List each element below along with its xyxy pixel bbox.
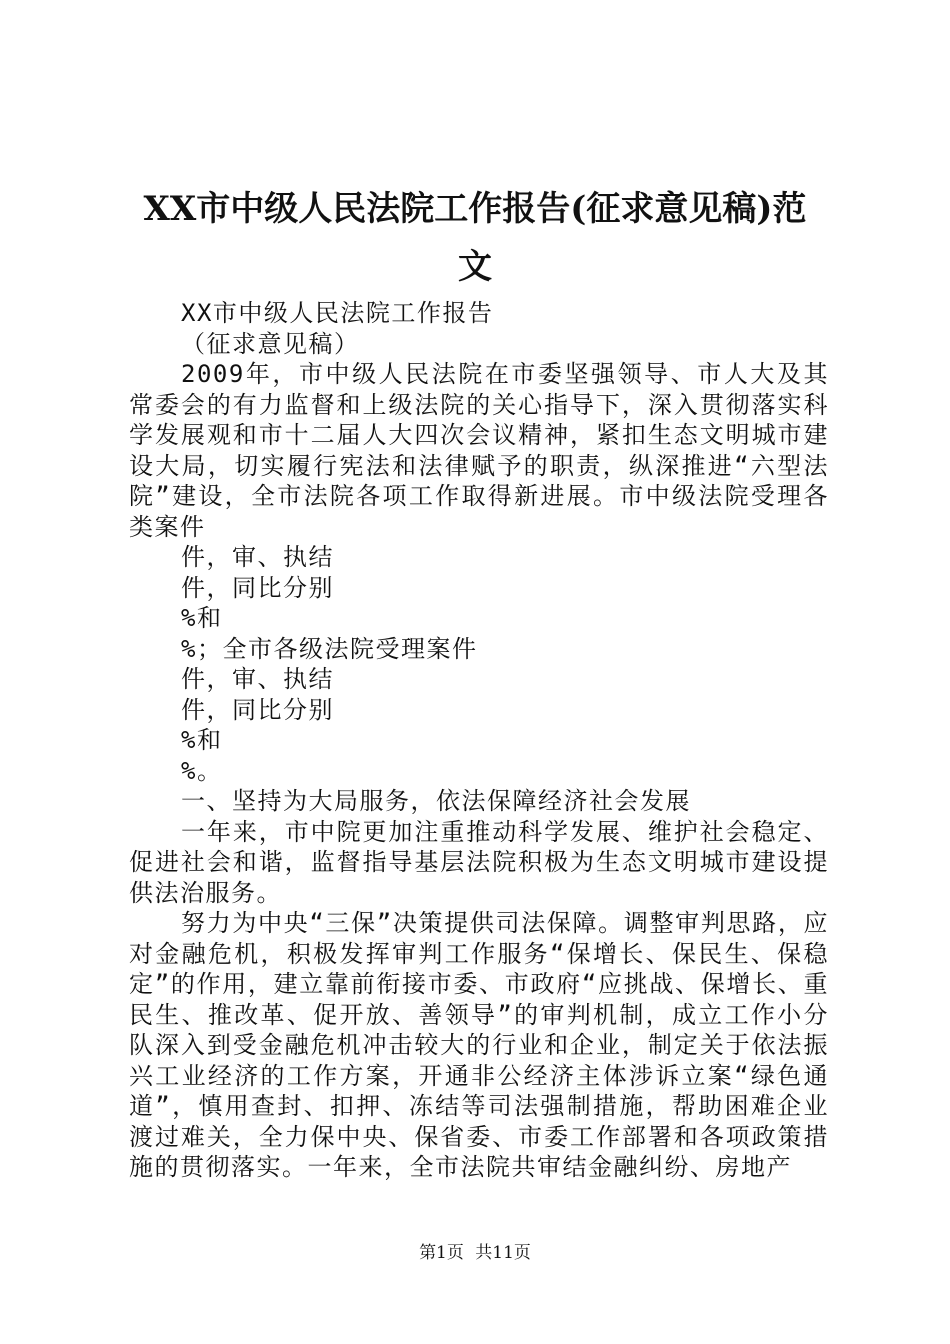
stat-line: %和 (181, 604, 223, 632)
document-body (129, 298, 829, 1183)
stat-line: 件，审、执结 (181, 665, 334, 693)
intro-paragraph: 2009年，市中级人民法院在市委坚强领导、市人大及其常委会的有力监督和上级法院的关心指导下，深入贯彻落实科学发展观和市十二届人大四次会议精神，紧扣生态文明城市建设大局，切实履行宪法和法律赋予的职责，纵深推进“六型法院”建设，全市法院各项工作取得新进展。市中级法院受理各类案件 (129, 360, 829, 541)
report-heading: XX市中级人民法院工作报告 (181, 299, 494, 327)
stat-line: 件，审、执结 (181, 543, 334, 571)
body-paragraph: 一年来，市中院更加注重推动科学发展、维护社会稳定、促进社会和谐，监督指导基层法院积极为生态文明城市建设提供法治服务。 (129, 817, 829, 907)
stat-line: %。 (181, 756, 223, 785)
stat-line: 件，同比分别 (181, 695, 334, 724)
document-title-line-2: 文 (458, 247, 492, 287)
document-title-line-1: XX市中级人民法院工作报告(征求意见稿)范 (143, 189, 807, 229)
page-total: 共11页 (475, 1243, 531, 1263)
stat-line: %和 (181, 726, 223, 754)
stat-line: 件，同比分别 (181, 573, 334, 602)
section-heading: 一、坚持为大局服务，依法保障经济社会发展 (181, 787, 691, 815)
draft-note: （征求意见稿） (181, 329, 360, 358)
body-paragraph: 努力为中央“三保”决策提供司法保障。调整审判思路，应对金融危机，积极发挥审判工作服务“保增长、保民生、保稳定”的作用，建立靠前衔接市委、市政府“应挑战、保增长、重民生、推改革、促开放、善领导”的审判机制，成立工作小分队深入到受金融危机冲击较大的行业和企业，制定关于依法振兴工业经济的工作方案，开通非公经济主体涉诉立案“绿色通道”，慎用查封、扣押、冻结等司法强制措施，帮助困难企业渡过难关，全力保中央、保省委、市委工作部署和各项政策措施的贯彻落实。一年来，全市法院共审结金融纠纷、房地产 (129, 909, 829, 1181)
page-footer (0, 1241, 950, 1265)
stat-line: %；全市各级法院受理案件 (181, 634, 478, 663)
page-number: 第1页 (419, 1243, 464, 1263)
